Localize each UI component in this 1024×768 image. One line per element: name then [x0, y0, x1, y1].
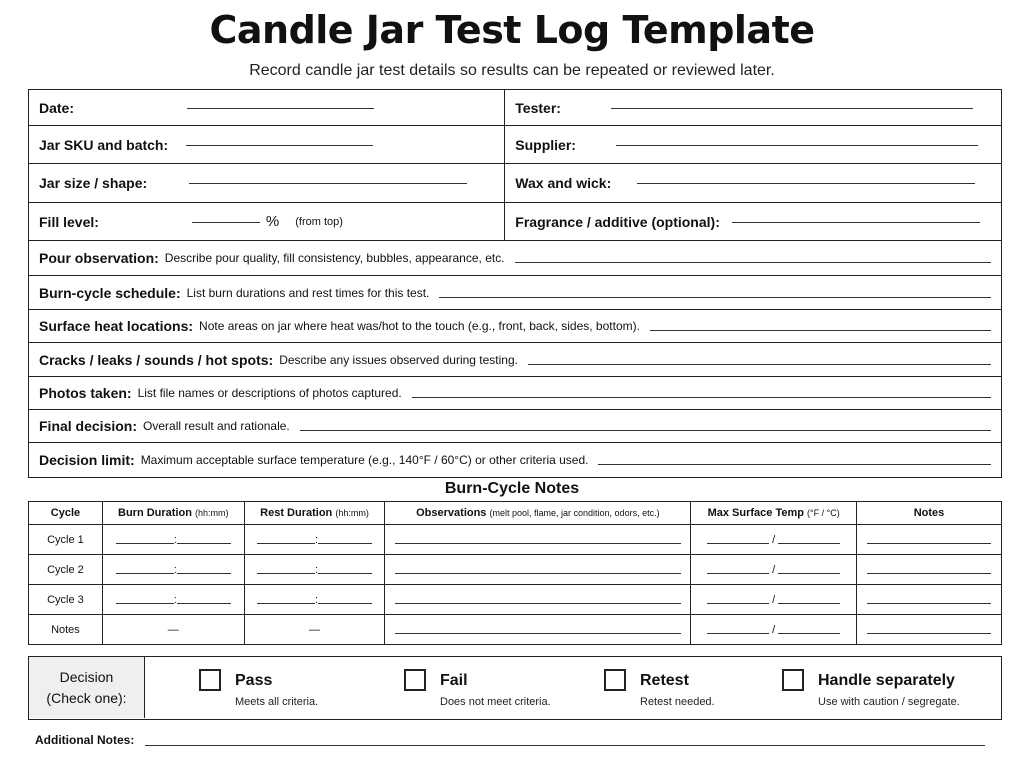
date-field[interactable] — [29, 90, 505, 126]
fragrance-input-line[interactable] — [732, 221, 980, 223]
photos-taken-field[interactable] — [29, 377, 1002, 410]
row-desc: Describe pour quality, fill consistency, bubbles, appearance, etc. — [164, 251, 505, 265]
row-label: Photos taken: — [39, 385, 132, 401]
retest-label: Retest — [640, 672, 689, 689]
notes-cell[interactable] — [857, 525, 1002, 555]
observations-cell[interactable] — [385, 615, 691, 645]
row-label: Final decision: — [39, 418, 138, 434]
burn-duration-cell[interactable]: : — [102, 555, 244, 585]
row-label: Burn-cycle schedule: — [39, 284, 181, 301]
tester-label: Tester: — [515, 99, 561, 116]
row-input-line[interactable] — [598, 463, 991, 465]
notes-cell[interactable] — [857, 615, 1002, 645]
fail-desc: Does not meet criteria. — [440, 696, 551, 708]
table-row — [29, 585, 1002, 615]
burn-duration-cell[interactable]: : — [102, 525, 244, 555]
burn-cycle-notes-table — [28, 501, 1002, 645]
rest-duration-cell[interactable]: : — [244, 525, 385, 555]
tester-field[interactable] — [505, 90, 1002, 126]
pass-desc: Meets all criteria. — [235, 696, 319, 708]
temp-cell[interactable]: / — [691, 615, 857, 645]
row-desc: List burn durations and rest times for this test. — [186, 285, 430, 300]
notes-cell[interactable] — [857, 585, 1002, 615]
additional-notes-label: Additional Notes: — [35, 733, 135, 747]
row-input-line[interactable] — [650, 329, 991, 331]
cycle-label: Cycle 3 — [29, 585, 103, 615]
row-label: Cracks / leaks / sounds / hot spots: — [39, 351, 274, 368]
jar-sku-label: Jar SKU and batch: — [39, 136, 169, 153]
column-header-cycle: Cycle — [29, 502, 103, 525]
fill-level-input-line[interactable] — [192, 221, 260, 223]
final-decision-field[interactable] — [29, 410, 1002, 443]
fail-checkbox[interactable] — [404, 669, 426, 691]
dash-cell: — — [244, 615, 385, 645]
supplier-input-line[interactable] — [616, 144, 978, 146]
burn-duration-cell[interactable]: : — [102, 585, 244, 615]
page-subtitle: Record candle jar test details so results can be repeated or reviewed later. — [249, 62, 775, 79]
supplier-label: Supplier: — [515, 136, 576, 153]
row-desc: Note areas on jar where heat was/hot to the touch (e.g., front, back, sides, bottom). — [199, 319, 640, 333]
surface-heat-field[interactable] — [29, 310, 1002, 343]
additional-notes-input-line[interactable] — [145, 745, 985, 746]
table-row — [29, 525, 1002, 555]
row-input-line[interactable] — [528, 363, 991, 365]
fail-label: Fail — [440, 672, 468, 689]
handle-separately-label: Handle separately — [818, 672, 955, 689]
row-label: Decision limit: — [39, 452, 135, 468]
column-header-temp: Max Surface Temp (°F / °C) — [691, 502, 857, 525]
temp-cell[interactable]: / — [691, 585, 857, 615]
column-header-burn: Burn Duration (hh:mm) — [102, 502, 244, 525]
temp-cell[interactable]: / — [691, 525, 857, 555]
column-header-notes: Notes — [857, 502, 1002, 525]
jar-size-field[interactable] — [29, 164, 505, 203]
pour-observation-field[interactable] — [29, 241, 1002, 276]
row-label: Pour observation: — [39, 250, 159, 266]
observations-cell[interactable] — [385, 525, 691, 555]
column-header-rest: Rest Duration (hh:mm) — [244, 502, 385, 525]
wax-wick-label: Wax and wick: — [515, 175, 612, 191]
cycle-label: Cycle 1 — [29, 525, 103, 555]
retest-desc: Retest needed. — [640, 696, 715, 708]
fill-hint: (from top) — [295, 215, 343, 228]
decision-section — [28, 656, 1002, 720]
row-desc: Maximum acceptable surface temperature (e.g., 140°F / 60°C) or other criteria used. — [140, 453, 589, 467]
fragrance-label: Fragrance / additive (optional): — [515, 213, 720, 230]
row-input-line[interactable] — [515, 261, 991, 263]
supplier-field[interactable] — [505, 126, 1002, 164]
table-row — [29, 615, 1002, 645]
burn-cycle-notes-title: Burn-Cycle Notes — [444, 480, 580, 497]
observations-cell[interactable] — [385, 555, 691, 585]
decision-limit-field[interactable] — [29, 443, 1002, 478]
fill-level-field[interactable] — [29, 203, 505, 241]
row-desc: List file names or descriptions of photos captured. — [137, 386, 402, 400]
row-desc: Overall result and rationale. — [143, 419, 290, 433]
fragrance-field[interactable] — [505, 203, 1002, 241]
wax-wick-input-line[interactable] — [637, 182, 975, 184]
fill-level-label: Fill level: — [39, 213, 99, 230]
cracks-leaks-field[interactable] — [29, 343, 1002, 377]
notes-row-label: Notes — [29, 615, 103, 645]
row-label: Surface heat locations: — [39, 318, 194, 334]
table-row — [29, 555, 1002, 585]
jar-sku-field[interactable] — [29, 126, 505, 164]
wax-wick-field[interactable] — [505, 164, 1002, 203]
handle-separately-desc: Use with caution / segregate. — [818, 696, 960, 708]
notes-cell[interactable] — [857, 555, 1002, 585]
dash-cell: — — [102, 615, 244, 645]
date-input-line[interactable] — [187, 107, 374, 109]
temp-cell[interactable]: / — [691, 555, 857, 585]
decision-label: Decision (Check one): — [29, 657, 145, 718]
test-details-form — [28, 89, 1002, 478]
date-label: Date: — [39, 99, 75, 116]
jar-sku-input-line[interactable] — [186, 144, 373, 146]
pass-checkbox[interactable] — [199, 669, 221, 691]
pass-label: Pass — [235, 672, 273, 689]
row-desc: Describe any issues observed during testing. — [279, 352, 518, 367]
row-input-line[interactable] — [412, 396, 991, 398]
handle-separately-checkbox[interactable] — [782, 669, 804, 691]
jar-size-label: Jar size / shape: — [39, 175, 148, 191]
row-input-line[interactable] — [439, 296, 991, 298]
fill-unit: % — [265, 213, 280, 230]
retest-checkbox[interactable] — [604, 669, 626, 691]
observations-cell[interactable] — [385, 585, 691, 615]
burn-schedule-field[interactable] — [29, 276, 1002, 310]
rest-duration-cell[interactable]: : — [244, 585, 385, 615]
page-title: Candle Jar Test Log Template — [209, 8, 815, 52]
row-input-line[interactable] — [300, 429, 991, 431]
tester-input-line[interactable] — [611, 107, 973, 109]
column-header-observations: Observations (melt pool, flame, jar condition, odors, etc.) — [385, 502, 691, 525]
jar-size-input-line[interactable] — [189, 182, 467, 184]
rest-duration-cell[interactable]: : — [244, 555, 385, 585]
cycle-label: Cycle 2 — [29, 555, 103, 585]
